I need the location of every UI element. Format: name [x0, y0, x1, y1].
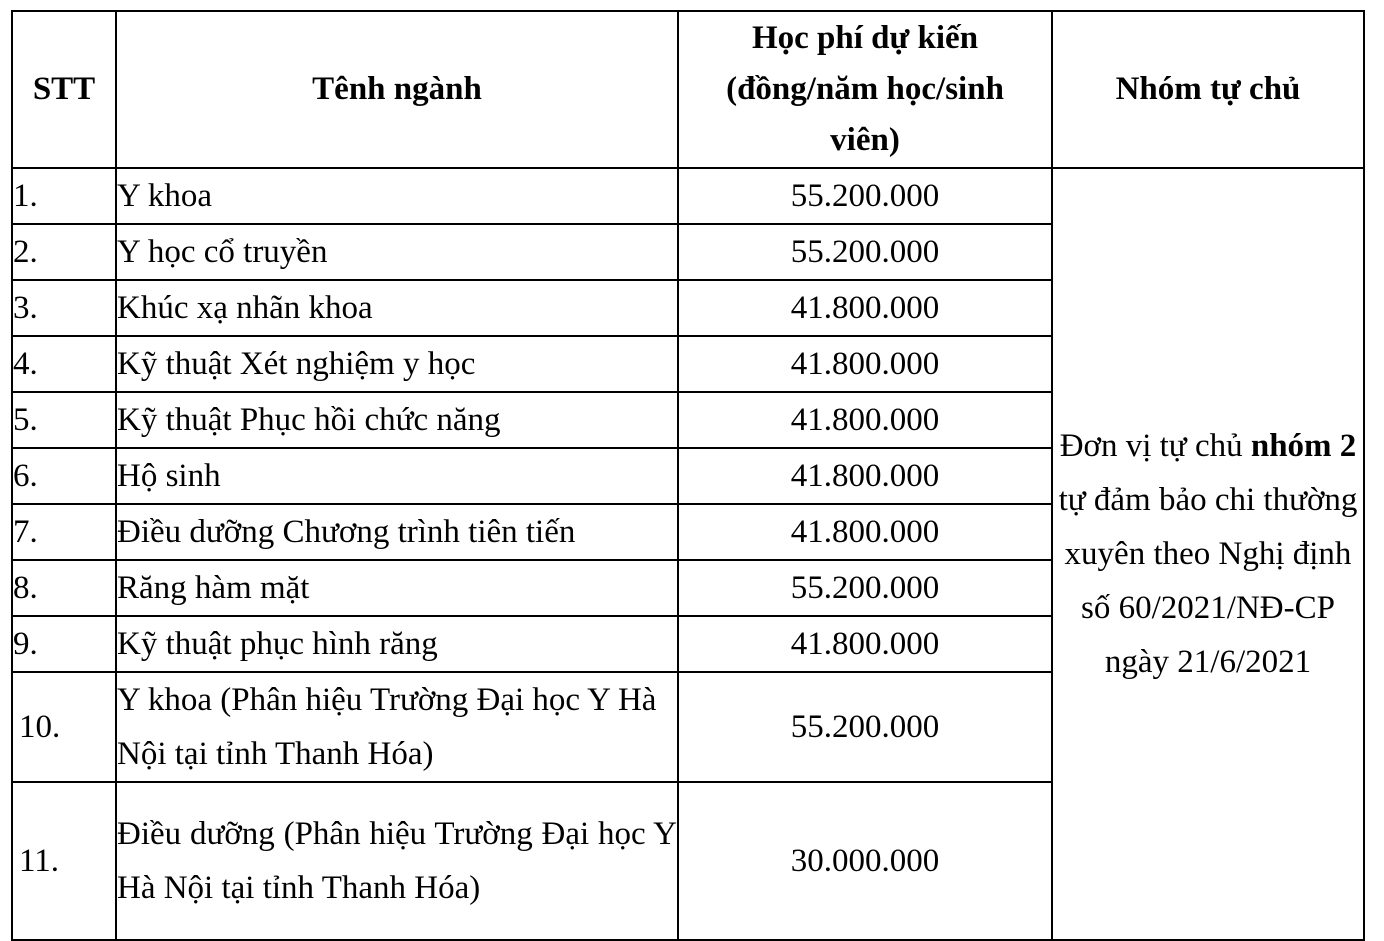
- row-name: Y khoa: [116, 168, 678, 224]
- header-fee-line-3: viên): [830, 122, 900, 158]
- row-fee: 41.800.000: [678, 504, 1052, 560]
- row-stt: 9.: [12, 616, 116, 672]
- row-name: Kỹ thuật phục hình răng: [116, 616, 678, 672]
- row-name: Kỹ thuật Phục hồi chức năng: [116, 392, 678, 448]
- row-name: Điều dưỡng Chương trình tiên tiến: [116, 504, 678, 560]
- row-fee: 41.800.000: [678, 616, 1052, 672]
- header-fee-line-2: (đồng/năm học/sinh: [726, 71, 1004, 107]
- row-fee: 30.000.000: [678, 782, 1052, 940]
- row-stt: 10.: [12, 672, 116, 782]
- row-stt: 4.: [12, 336, 116, 392]
- tuition-fee-table: [11, 10, 1365, 941]
- header-fee-line-1: Học phí dự kiến: [751, 20, 979, 56]
- row-stt: 6.: [12, 448, 116, 504]
- autonomy-group-text: [1053, 419, 1363, 689]
- row-fee: 41.800.000: [678, 336, 1052, 392]
- row-stt: 2.: [12, 224, 116, 280]
- row-fee: 55.200.000: [678, 672, 1052, 782]
- row-stt: 5.: [12, 392, 116, 448]
- row-name: Y học cổ truyền: [116, 224, 678, 280]
- row-fee: 41.800.000: [678, 392, 1052, 448]
- row-fee: 41.800.000: [678, 448, 1052, 504]
- header-group: Nhóm tự chủ: [1052, 11, 1364, 168]
- table-row: [12, 168, 1364, 224]
- header-row: [12, 11, 1364, 168]
- row-fee: 41.800.000: [678, 280, 1052, 336]
- row-name: Răng hàm mặt: [116, 560, 678, 616]
- row-stt: 8.: [12, 560, 116, 616]
- row-name: Kỹ thuật Xét nghiệm y học: [116, 336, 678, 392]
- header-name: Tênh ngành: [116, 11, 678, 168]
- row-fee: 55.200.000: [678, 168, 1052, 224]
- row-fee: 55.200.000: [678, 560, 1052, 616]
- row-stt: 7.: [12, 504, 116, 560]
- group-bold: nhóm 2: [1250, 428, 1357, 464]
- header-stt: STT: [12, 11, 116, 168]
- row-name: Y khoa (Phân hiệu Trường Đại học Y Hà Nội tại tỉnh Thanh Hóa): [116, 672, 678, 782]
- row-name: Điều dưỡng (Phân hiệu Trường Đại học Y Hà Nội tại tỉnh Thanh Hóa): [116, 782, 678, 940]
- group-prefix: Đơn vị tự chủ: [1059, 428, 1243, 464]
- row-name: Khúc xạ nhãn khoa: [116, 280, 678, 336]
- row-stt: 11.: [12, 782, 116, 940]
- row-fee: 55.200.000: [678, 224, 1052, 280]
- row-name: Hộ sinh: [116, 448, 678, 504]
- row-stt: 1.: [12, 168, 116, 224]
- header-fee: [678, 11, 1052, 168]
- autonomy-group-cell: [1052, 168, 1364, 940]
- group-suffix: tự đảm bảo chi thường xuyên theo Nghị định số 60/2021/NĐ-CP ngày 21/6/2021: [1058, 482, 1358, 680]
- row-stt: 3.: [12, 280, 116, 336]
